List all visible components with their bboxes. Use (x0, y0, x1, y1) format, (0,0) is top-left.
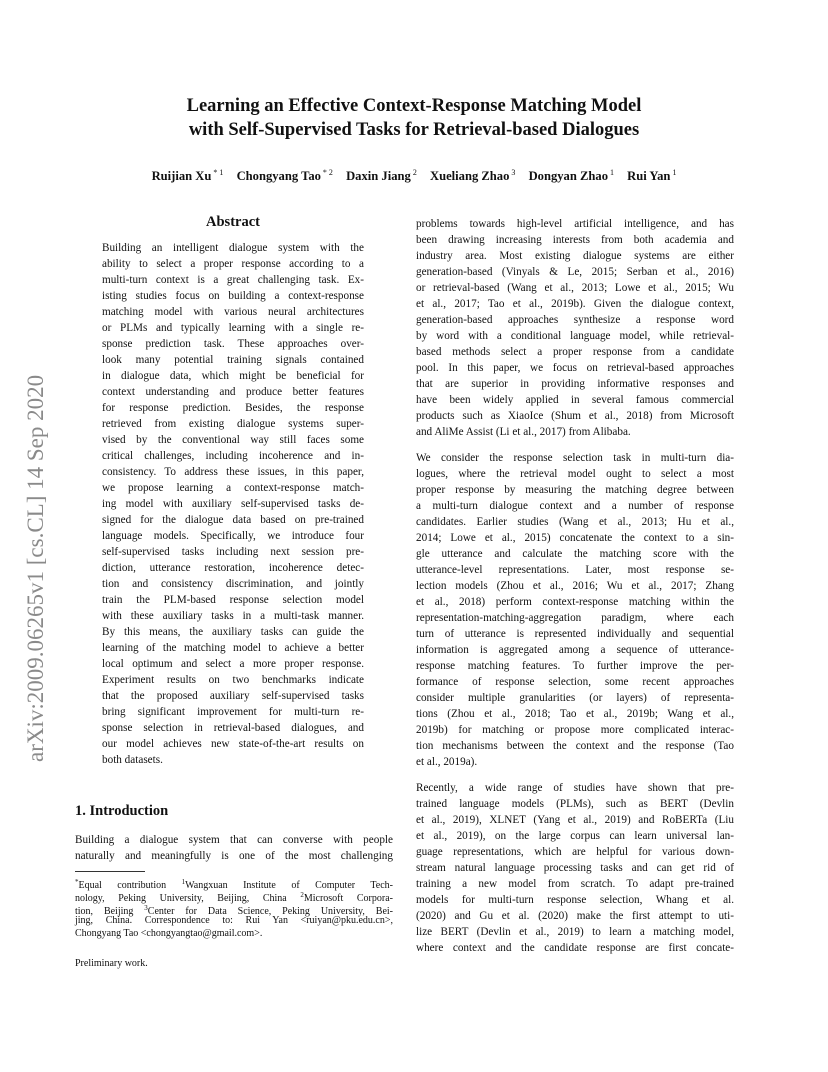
abstract-line: in dialogue data, which might be beneficial for (102, 370, 364, 382)
paragraph-line: information is aggregated among a sequence of utterance- (416, 644, 734, 656)
footnote-line: Chongyang Tao <chongyangtao@gmail.com>. (75, 928, 263, 939)
intro-line: Building a dialogue system that can converse with people (75, 834, 393, 846)
author-affiliation-mark: 2 (412, 168, 417, 177)
paragraph-line: generation-based (Vinyals & Le, 2015; Serban et al., 2016) (416, 266, 734, 278)
abstract-line: sponse selection in retrieval-based dialogues, and (102, 722, 364, 734)
paragraph-line: consider multiple granularities (or layers) of representa- (416, 692, 734, 704)
author (237, 169, 333, 183)
author-list (0, 168, 828, 184)
author-name: Chongyang Tao (236, 169, 321, 183)
paragraph-line: been drawing increasing interests from both academia and (416, 234, 734, 246)
abstract-line: critical challenges, including incoherence and in- (102, 450, 364, 462)
paragraph-line: where context and the candidate response are first concate- (416, 942, 734, 954)
paragraph-line: logues, where the retrieval model ought to select a most (416, 468, 734, 480)
footnote-text: Microsoft Corpora- (303, 893, 393, 904)
author-affiliation-mark: * 1 (213, 168, 224, 177)
abstract-line: By this means, the auxiliary tasks can guide the (102, 626, 364, 638)
paragraph-line: products such as XiaoIce (Shum et al., 2018) from Microsoft (416, 410, 734, 422)
author-affiliation-mark: * 2 (322, 168, 333, 177)
paragraph-line: lection models (Zhou et al., 2016; Wu et al., 2017; Zhang (416, 580, 734, 592)
footnote-mark: 2 (300, 891, 304, 899)
abstract-line: diction, utterance restoration, incoherence detec- (102, 562, 364, 574)
paragraph-line: by word with a conditional language model, while retrieval- (416, 330, 734, 342)
title-line-1: Learning an Effective Context-Response Matching Model (186, 96, 642, 116)
paragraph-line: 2014; Lowe et al., 2015) concatenate the context to a sin- (416, 532, 734, 544)
paragraph-line: a multi-turn dialogue context and a number of response (416, 500, 734, 512)
paragraph-line: et al., 2019), on the large corpus can learn universal lan- (416, 830, 734, 842)
paper-title (0, 94, 828, 142)
abstract-line: that the proposed auxiliary self-supervised tasks (102, 690, 364, 702)
paragraph-line: et al., 2018) perform context-response matching within the (416, 596, 734, 608)
abstract-line: context understanding and produce better features (102, 386, 364, 398)
author (430, 169, 515, 183)
abstract-line: both datasets. (102, 754, 163, 766)
paragraph-line: trained language models (PLMs), such as BERT (Devlin (416, 798, 734, 810)
paragraph-line: proper response by measuring the matching degree between (416, 484, 734, 496)
paragraph-line: and AliMe Assist (Li et al., 2017) from Alibaba. (416, 426, 631, 438)
paragraph-line: based methods select a proper response from a candidate (416, 346, 734, 358)
abstract-line: local optimum and select a more proper response. (102, 658, 364, 670)
abstract-line: signed for the dialogue data based on pre-trained (102, 514, 364, 526)
paragraph-line: response matching features. To further improve the per- (416, 660, 734, 672)
author (152, 169, 224, 183)
footnote-mark: 3 (144, 904, 148, 912)
title-line-2: with Self-Supervised Tasks for Retrieval-based Dialogues (188, 120, 640, 140)
abstract-line: Building an intelligent dialogue system with the (102, 242, 364, 254)
author-name: Dongyan Zhao (528, 169, 608, 183)
footnote-text: Center for Data Science, Peking University, Bei- (147, 906, 394, 917)
paragraph-line: candidates. Earlier studies (Wang et al., 2013; Hu et al., (416, 516, 734, 528)
paragraph-line: guage representations, which are helpful for various down- (416, 846, 734, 858)
abstract-line: sponse prediction task. These approaches over- (102, 338, 364, 350)
abstract-line: our model achieves new state-of-the-art results on (102, 738, 364, 750)
footnote-mark: * (75, 878, 79, 886)
paragraph-line: training a new model from scratch. To adapt pre-trained (416, 878, 734, 890)
abstract-line: self-supervised tasks including next session pre- (102, 546, 364, 558)
author (529, 169, 614, 183)
abstract-heading: Abstract (206, 214, 260, 230)
paragraph-line: lize BERT (Devlin et al., 2019) to learn a matching model, (416, 926, 734, 938)
abstract-line: language models. Specifically, we introduce four (102, 530, 364, 542)
abstract-line: learning of the matching model to achieve a better (102, 642, 364, 654)
author-affiliation-mark: 1 (672, 168, 677, 177)
paragraph-line: Recently, a wide range of studies have shown that pre- (416, 782, 734, 794)
paragraph-line: (2020) and Gu et al. (2020) make the first attempt to uti- (416, 910, 734, 922)
footnote-mark: 1 (181, 878, 186, 886)
paragraph-line: pool. In this paper, we focus on retrieval-based approaches (416, 362, 734, 374)
paragraph-line: or retrieval-based (Wang et al., 2013; Lowe et al., 2015; Wu (416, 282, 734, 294)
paragraph-line: generation-based approaches synthesize a response word (416, 314, 734, 326)
abstract-line: retrieved from existing dialogue systems super- (102, 418, 364, 430)
paragraph-line: have been widely applied in several famous commercial (416, 394, 734, 406)
abstract-line: ing model with auxiliary self-supervised tasks de- (102, 498, 364, 510)
section-heading-introduction: 1. Introduction (75, 803, 169, 819)
preliminary-note: Preliminary work. (75, 958, 148, 969)
paragraph-line: industry area. Most existing dialogue systems are either (416, 250, 734, 262)
author-name: Ruijian Xu (151, 169, 212, 183)
abstract-line: multi-turn context is a great challenging task. Ex- (102, 274, 364, 286)
abstract-line: train the PLM-based response selection model (102, 594, 364, 606)
intro-line: naturally and meaningfully is one of the most challenging (75, 850, 393, 862)
footnote-text: Equal contribution (78, 880, 182, 891)
footnote-rule (75, 871, 145, 872)
footnote-text: tion, Beijing (75, 906, 145, 917)
abstract-line: tion and consistency discrimination, and jointly (102, 578, 364, 590)
author-name: Daxin Jiang (346, 169, 411, 183)
author-affiliation-mark: 1 (610, 168, 614, 177)
abstract-line: look many potential training signals contained (102, 354, 364, 366)
author-affiliation-mark: 3 (511, 168, 516, 177)
paragraph-line: problems towards high-level artificial intelligence, and has (416, 218, 734, 230)
author (627, 169, 676, 183)
abstract-line: bring significant improvement for multi-turn re- (102, 706, 364, 718)
footnote-text: nology, Peking University, Beijing, China (75, 893, 301, 904)
paragraph-line: utterance-level representations. Later, most response se- (416, 564, 734, 576)
paragraph-line: stream natural language processing tasks and can get rid of (416, 862, 734, 874)
paragraph-line: that are superior in providing informative responses and (416, 378, 734, 390)
author-name: Xueliang Zhao (429, 169, 510, 183)
abstract-line: isting studies focus on building a context-response (102, 290, 364, 302)
paragraph-line: We consider the response selection task in multi-turn dia- (416, 452, 734, 464)
abstract-line: we propose learning a context-response match- (102, 482, 364, 494)
abstract-line: ability to select a proper response according to a (102, 258, 364, 270)
paragraph-line: tions (Zhou et al., 2018; Tao et al., 2019b; Wang et al., (416, 708, 734, 720)
author-name: Rui Yan (627, 169, 671, 183)
abstract-line: consistency. To address these issues, in this paper, (102, 466, 364, 478)
paragraph-line: 2019b) for matching or propose more complicated interac- (416, 724, 734, 736)
abstract-line: or PLMs and typically learning with a single re- (102, 322, 364, 334)
paragraph-line: et al., 2017; Tao et al., 2019b). Given the dialogue context, (416, 298, 734, 310)
paragraph-line: gle utterance and calculate the matching score with the (416, 548, 734, 560)
paragraph-line: et al., 2019), XLNET (Yang et al., 2019) and RoBERTa (Liu (416, 814, 734, 826)
paragraph-line: representation-matching-aggregation paradigm, where each (416, 612, 734, 624)
footnote-line: jing, China. Correspondence to: Rui Yan <ruiyan@pku.edu.cn>, (75, 915, 393, 926)
paragraph-line: formance of response selection, some recent approaches (416, 676, 734, 688)
paragraph-line: tion mechanisms between the context and the response (Tao (416, 740, 734, 752)
abstract-line: for response prediction. Besides, the response (102, 402, 364, 414)
paragraph-line: et al., 2019a). (416, 756, 478, 768)
abstract-line: Experiment results on two benchmarks indicate (102, 674, 364, 686)
author (346, 169, 417, 183)
paragraph-line: turn of utterance is represented individually and sequential (416, 628, 734, 640)
footnote-text: Wangxuan Institute of Computer Tech- (185, 880, 393, 891)
arxiv-side-stamp: arXiv:2009.06265v1 [cs.CL] 14 Sep 2020 (23, 374, 48, 762)
abstract-line: with these auxiliary tasks in a multi-task manner. (102, 610, 364, 622)
abstract-line: matching model with various neural architectures (102, 306, 364, 318)
paragraph-line: models for multi-turn response selection, Whang et al. (416, 894, 734, 906)
abstract-line: vised by the conventional way still faces some (102, 434, 364, 446)
